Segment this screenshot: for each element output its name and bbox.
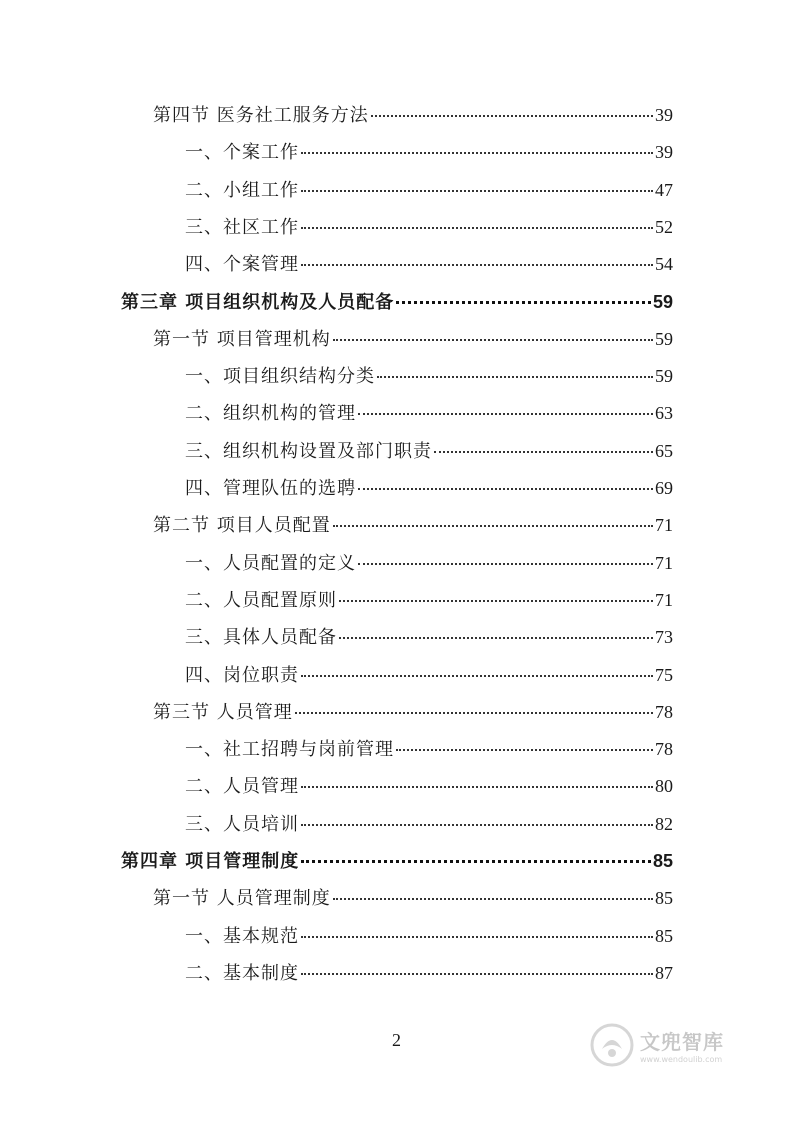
toc-entry-label: 三、人员培训 <box>185 813 299 835</box>
toc-entry-label: 三、社区工作 <box>185 216 299 238</box>
toc-entry <box>185 436 673 466</box>
toc-entry-page: 85 <box>652 851 673 871</box>
watermark-title: 文兜智库 <box>640 1030 724 1054</box>
toc-entry-label: 三、组织机构设置及部门职责 <box>185 440 432 462</box>
toc-leader-dots <box>377 375 653 378</box>
toc-leader-dots <box>358 562 653 565</box>
toc-entry-label: 四、个案管理 <box>185 254 299 276</box>
toc-entry-label: 一、社工招聘与岗前管理 <box>185 739 394 761</box>
toc-entry-label: 四、管理队伍的选聘 <box>185 478 356 499</box>
toc-entry-label: 二、小组工作 <box>185 179 299 201</box>
toc-leader-dots <box>333 524 653 527</box>
toc-entry-label: 四、岗位职责 <box>185 664 299 686</box>
toc-entry-page: 59 <box>652 291 673 312</box>
toc-entry-label: 一、基本规范 <box>185 925 299 947</box>
toc-entry-label: 二、人员管理 <box>185 776 299 798</box>
toc-entry-page: 87 <box>655 962 673 983</box>
toc-entry-label: 一、项目组织结构分类 <box>185 366 375 388</box>
toc-entry <box>185 473 673 503</box>
toc-entry <box>153 100 673 130</box>
toc-entry-page: 39 <box>655 142 673 163</box>
toc-entry <box>121 846 673 876</box>
toc-entry-page: 47 <box>655 179 673 200</box>
toc-entry <box>153 697 673 727</box>
toc-leader-dots <box>333 897 653 900</box>
toc-leader-dots <box>301 189 653 192</box>
toc-entry-page: 78 <box>655 701 673 722</box>
toc-entry-label: 第一节 人员管理制度 <box>153 888 331 910</box>
toc-entry-page: 63 <box>655 403 673 424</box>
toc-entry <box>185 137 673 167</box>
toc-entry <box>185 585 673 615</box>
toc-leader-dots <box>301 972 653 975</box>
toc-entry <box>185 175 673 205</box>
toc-entry-page: 71 <box>655 552 673 573</box>
toc-entry <box>185 622 673 652</box>
toc-entry <box>185 771 673 801</box>
toc-entry <box>185 958 673 988</box>
toc-entry <box>185 734 673 764</box>
toc-entry-label: 二、基本制度 <box>185 962 299 984</box>
toc-leader-dots <box>371 114 653 117</box>
toc-entry-label: 第二节 项目人员配置 <box>153 515 331 537</box>
toc-leader-dots <box>301 674 653 677</box>
toc-entry-page: 65 <box>655 440 673 461</box>
toc-entry-label: 三、具体人员配备 <box>185 627 337 649</box>
toc-entry-page: 52 <box>655 216 673 237</box>
toc-entry-label: 二、组织机构的管理 <box>185 403 356 425</box>
toc-entry-label: 第三章 项目组织机构及人员配备 <box>121 291 395 313</box>
toc-entry <box>185 398 673 428</box>
toc-leader-dots <box>301 263 653 266</box>
toc-entry-page: 71 <box>655 515 673 536</box>
toc-entry <box>185 809 673 839</box>
toc-entry-page: 85 <box>655 888 673 909</box>
toc-entry-page: 71 <box>655 589 673 610</box>
toc-entry <box>185 548 673 578</box>
toc-leader-dots <box>339 636 653 639</box>
watermark <box>590 1020 760 1070</box>
toc-entry-page: 54 <box>655 254 673 275</box>
toc-entry-page: 80 <box>655 776 673 797</box>
toc-leader-dots <box>396 748 653 751</box>
toc-leader-dots <box>434 450 653 453</box>
toc-leader-dots <box>301 859 651 863</box>
toc-entry <box>153 883 673 913</box>
toc-entry <box>121 287 673 317</box>
toc-entry-page: 73 <box>655 627 673 648</box>
toc-entry-label: 第四节 医务社工服务方法 <box>153 105 369 126</box>
toc-leader-dots <box>358 487 653 490</box>
toc-entry-label: 第一节 项目管理机构 <box>153 328 331 350</box>
toc-leader-dots <box>301 935 653 938</box>
toc-leader-dots <box>301 785 653 788</box>
toc-entry-label: 一、个案工作 <box>185 142 299 164</box>
toc-entry-label: 第三节 人员管理 <box>153 701 293 723</box>
toc-entry-label: 第四章 项目管理制度 <box>121 851 300 872</box>
toc-entry <box>185 921 673 951</box>
toc-entry-page: 39 <box>655 105 673 125</box>
toc-entry-page: 78 <box>655 739 673 760</box>
toc-leader-dots <box>301 226 653 229</box>
toc-leader-dots <box>295 711 653 714</box>
toc-entry-page: 82 <box>655 813 673 834</box>
toc-entry-label: 二、人员配置原则 <box>185 589 337 611</box>
wendou-logo-icon <box>590 1023 634 1067</box>
toc-entry-page: 59 <box>655 328 673 349</box>
toc-entry <box>153 510 673 540</box>
toc-leader-dots <box>333 338 653 341</box>
toc-entry-label: 一、人员配置的定义 <box>185 552 356 574</box>
toc-leader-dots <box>339 599 653 602</box>
toc-leader-dots <box>301 823 653 826</box>
toc-entry <box>185 212 673 242</box>
toc-leader-dots <box>301 151 653 154</box>
toc-entry <box>185 249 673 279</box>
page-number: 2 <box>392 1030 401 1050</box>
toc-entry-page: 69 <box>655 478 673 498</box>
toc-entry <box>185 361 673 391</box>
toc-entry-page: 85 <box>655 925 673 946</box>
toc-leader-dots <box>396 300 651 304</box>
toc-entry-page: 59 <box>655 366 673 387</box>
watermark-url: www.wendoulib.com <box>640 1055 723 1064</box>
toc-entry <box>153 324 673 354</box>
toc-entry-page: 75 <box>655 664 673 685</box>
toc-entry <box>185 660 673 690</box>
toc-leader-dots <box>358 412 653 415</box>
